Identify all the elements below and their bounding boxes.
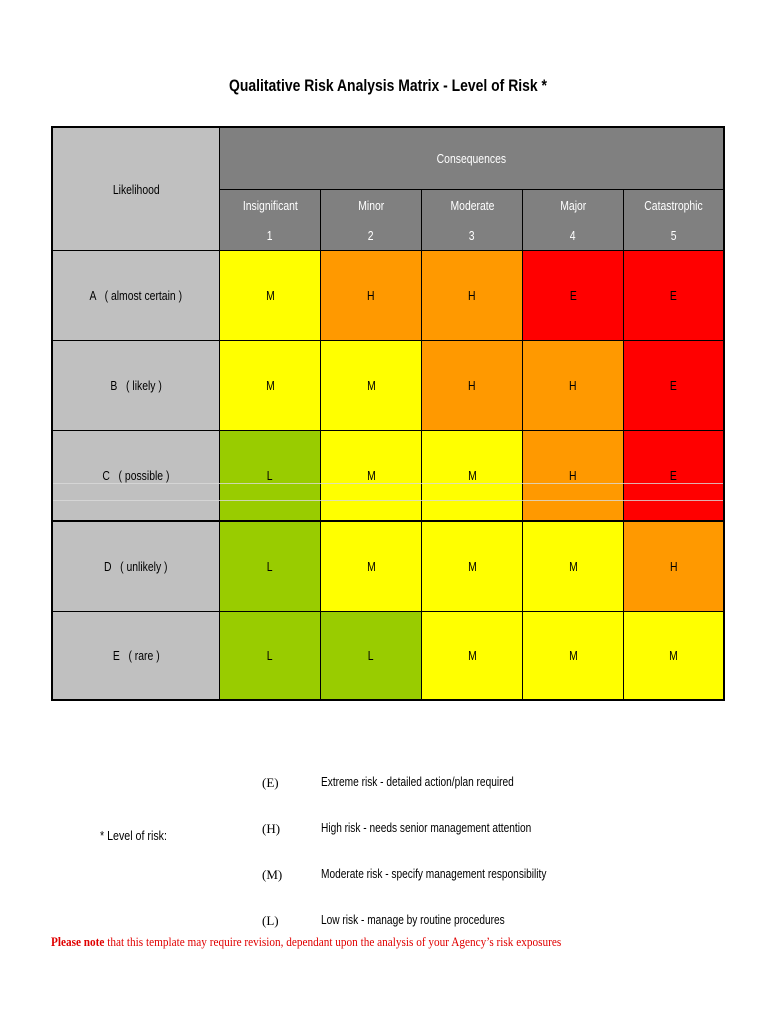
risk-cell xyxy=(220,612,320,699)
row-label-a xyxy=(53,251,219,340)
risk-rating: L xyxy=(368,648,374,663)
risk-cell xyxy=(422,612,522,699)
risk-cell xyxy=(321,612,421,699)
risk-cell xyxy=(321,251,421,340)
risk-rating: E xyxy=(670,468,677,483)
page-title: Qualitative Risk Analysis Matrix - Level of Risk * xyxy=(229,76,547,95)
risk-cell xyxy=(422,431,522,520)
row-label-d xyxy=(53,522,219,611)
risk-rating: H xyxy=(569,468,577,483)
row-label-e xyxy=(53,612,219,699)
risk-rating: M xyxy=(265,288,275,303)
risk-cell xyxy=(220,341,320,430)
column-header-label: Minor xyxy=(357,197,384,213)
risk-rating: H xyxy=(468,378,476,393)
risk-rating: M xyxy=(669,648,678,663)
risk-cell xyxy=(523,522,623,611)
risk-cell xyxy=(220,431,320,520)
gridline xyxy=(53,500,723,501)
row-label: E ( rare ) xyxy=(112,648,160,663)
legend-desc-high: High risk - needs senior management attention xyxy=(321,820,532,835)
row-label: B ( likely ) xyxy=(110,378,162,393)
footnote-emphasis: Please note xyxy=(51,935,105,949)
risk-cell xyxy=(321,431,421,520)
risk-cell xyxy=(422,251,522,340)
risk-cell xyxy=(523,431,623,520)
risk-cell xyxy=(523,612,623,699)
risk-cell xyxy=(624,431,723,520)
risk-rating: E xyxy=(670,378,677,393)
footnote xyxy=(51,935,561,950)
risk-cell xyxy=(624,251,723,340)
risk-cell xyxy=(220,522,320,611)
legend-code-extreme: (E) xyxy=(262,775,279,790)
risk-cell xyxy=(321,522,421,611)
risk-cell xyxy=(422,341,522,430)
consequences-header-label: Consequences xyxy=(436,151,507,166)
risk-rating: E xyxy=(670,288,677,303)
risk-rating: M xyxy=(568,559,578,574)
risk-cell xyxy=(624,612,723,699)
gridline xyxy=(53,483,723,484)
risk-rating: L xyxy=(267,648,273,663)
likelihood-header-label: Likelihood xyxy=(112,181,160,197)
risk-rating: M xyxy=(366,559,376,574)
risk-rating: E xyxy=(569,288,577,303)
risk-rating: M xyxy=(265,378,275,393)
risk-rating: L xyxy=(267,559,273,574)
risk-cell xyxy=(523,341,623,430)
legend-desc-moderate: Moderate risk - specify management responsibility xyxy=(321,866,547,881)
risk-cell xyxy=(523,251,623,340)
risk-rating: L xyxy=(267,468,273,483)
column-header-number: 4 xyxy=(570,227,576,243)
risk-cell xyxy=(220,251,320,340)
row-label: D ( unlikely ) xyxy=(104,559,168,574)
column-header-minor xyxy=(321,190,421,250)
column-header-number: 1 xyxy=(267,227,273,243)
risk-rating: M xyxy=(366,378,376,393)
risk-rating: M xyxy=(467,648,477,663)
legend-desc-extreme: Extreme risk - detailed action/plan required xyxy=(321,774,514,789)
column-header-number: 2 xyxy=(368,227,374,243)
column-header-label: Catastrophic xyxy=(644,197,703,213)
risk-cell xyxy=(422,522,522,611)
risk-cell xyxy=(624,522,723,611)
legend-code-moderate: (M) xyxy=(262,867,283,882)
column-header-label: Insignificant xyxy=(242,197,298,213)
risk-rating: M xyxy=(467,468,477,483)
risk-rating: H xyxy=(367,288,375,303)
column-header-number: 3 xyxy=(469,227,475,243)
risk-rating: H xyxy=(468,288,476,303)
column-header-moderate xyxy=(422,190,522,250)
risk-rating: H xyxy=(669,559,678,574)
legend-code-low: (L) xyxy=(262,913,279,928)
column-header-label: Moderate xyxy=(450,197,494,213)
risk-rating: H xyxy=(569,378,577,393)
legend-desc-low: Low risk - manage by routine procedures xyxy=(321,912,505,927)
column-header-number: 5 xyxy=(670,227,677,243)
risk-cell xyxy=(321,341,421,430)
legend-label: * Level of risk: xyxy=(100,828,167,843)
row-label-b xyxy=(53,341,219,430)
column-header-insignificant xyxy=(220,190,320,250)
row-label-c xyxy=(53,431,219,520)
risk-rating: M xyxy=(467,559,477,574)
legend-code-high: (H) xyxy=(262,821,281,836)
column-header-label: Major xyxy=(559,197,586,213)
row-label: C ( possible ) xyxy=(102,468,170,483)
column-header-major xyxy=(523,190,623,250)
row-label: A ( almost certain ) xyxy=(89,288,183,303)
risk-matrix xyxy=(51,126,725,701)
risk-rating: M xyxy=(568,648,578,663)
risk-cell xyxy=(624,341,723,430)
column-header-catastrophic xyxy=(624,190,723,250)
risk-rating: M xyxy=(366,468,376,483)
footnote-text: that this template may require revision, dependant upon the analysis of your Agency’s risk exposures xyxy=(104,935,562,949)
consequences-header xyxy=(220,128,723,189)
likelihood-header xyxy=(53,128,219,250)
